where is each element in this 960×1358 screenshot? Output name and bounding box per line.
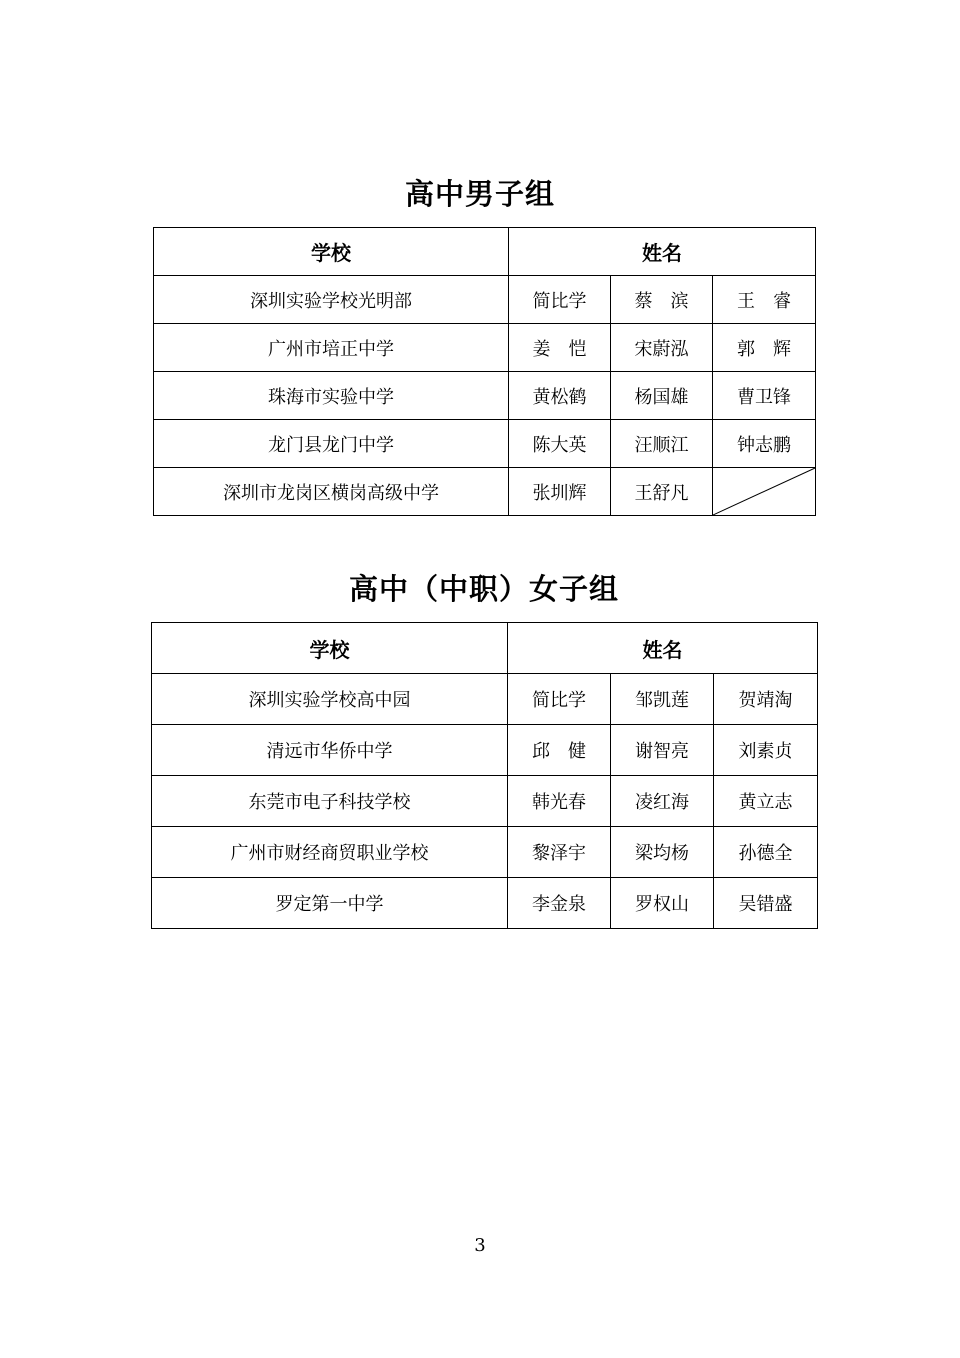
diagonal-slash xyxy=(713,468,815,515)
table-row xyxy=(152,878,818,929)
name-cell: 陈大英 xyxy=(509,420,611,468)
name-cell: 黄松鹤 xyxy=(509,372,611,420)
name-cell: 黄立志 xyxy=(714,776,818,827)
school-cell: 广州市财经商贸职业学校 xyxy=(152,827,508,878)
section-title-girls: 高中（中职）女子组 xyxy=(348,572,619,606)
name-cell: 韩光春 xyxy=(508,776,611,827)
table-row xyxy=(152,827,818,878)
name-cell: 简比学 xyxy=(508,674,611,725)
school-cell: 罗定第一中学 xyxy=(152,878,508,929)
name-cell: 汪顺江 xyxy=(611,420,713,468)
table-row xyxy=(154,468,816,516)
empty-cell-diagonal xyxy=(713,468,816,516)
name-cell: 王舒凡 xyxy=(611,468,713,516)
school-cell: 清远市华侨中学 xyxy=(152,725,508,776)
name-cell: 张圳辉 xyxy=(509,468,611,516)
name-cell: 黎泽宇 xyxy=(508,827,611,878)
name-cell: 邹凯莲 xyxy=(611,674,714,725)
header-names: 姓名 xyxy=(509,228,816,276)
header-school: 学校 xyxy=(152,623,508,674)
school-cell: 龙门县龙门中学 xyxy=(154,420,509,468)
table-row xyxy=(154,324,816,372)
name-cell: 宋蔚泓 xyxy=(611,324,713,372)
table-row xyxy=(154,276,816,324)
name-cell: 简比学 xyxy=(509,276,611,324)
school-cell: 深圳市龙岗区横岗高级中学 xyxy=(154,468,509,516)
name-cell: 钟志鹏 xyxy=(713,420,816,468)
school-cell: 广州市培正中学 xyxy=(154,324,509,372)
name-cell: 吴错盛 xyxy=(714,878,818,929)
school-cell: 深圳实验学校光明部 xyxy=(154,276,509,324)
roster-table-girls xyxy=(151,622,818,929)
school-cell: 东莞市电子科技学校 xyxy=(152,776,508,827)
name-cell: 王 睿 xyxy=(713,276,816,324)
table-row xyxy=(154,372,816,420)
name-cell: 李金泉 xyxy=(508,878,611,929)
name-cell: 梁均杨 xyxy=(611,827,714,878)
header-school: 学校 xyxy=(154,228,509,276)
name-cell: 姜 恺 xyxy=(509,324,611,372)
school-cell: 珠海市实验中学 xyxy=(154,372,509,420)
name-cell: 贺靖淘 xyxy=(714,674,818,725)
name-cell: 曹卫锋 xyxy=(713,372,816,420)
page-number: 3 xyxy=(474,1235,486,1256)
roster-table-boys xyxy=(153,227,816,516)
section-title-boys: 高中男子组 xyxy=(404,177,555,211)
name-cell: 罗权山 xyxy=(611,878,714,929)
name-cell: 郭 辉 xyxy=(713,324,816,372)
table-row xyxy=(154,420,816,468)
table-row xyxy=(152,674,818,725)
name-cell: 蔡 滨 xyxy=(611,276,713,324)
name-cell: 孙德全 xyxy=(714,827,818,878)
name-cell: 凌红海 xyxy=(611,776,714,827)
header-names: 姓名 xyxy=(508,623,818,674)
table-row xyxy=(152,776,818,827)
name-cell: 刘素贞 xyxy=(714,725,818,776)
name-cell: 邱 健 xyxy=(508,725,611,776)
name-cell: 谢智亮 xyxy=(611,725,714,776)
table-header-row xyxy=(154,228,816,276)
name-cell: 杨国雄 xyxy=(611,372,713,420)
school-cell: 深圳实验学校高中园 xyxy=(152,674,508,725)
table-header-row xyxy=(152,623,818,674)
table-row xyxy=(152,725,818,776)
